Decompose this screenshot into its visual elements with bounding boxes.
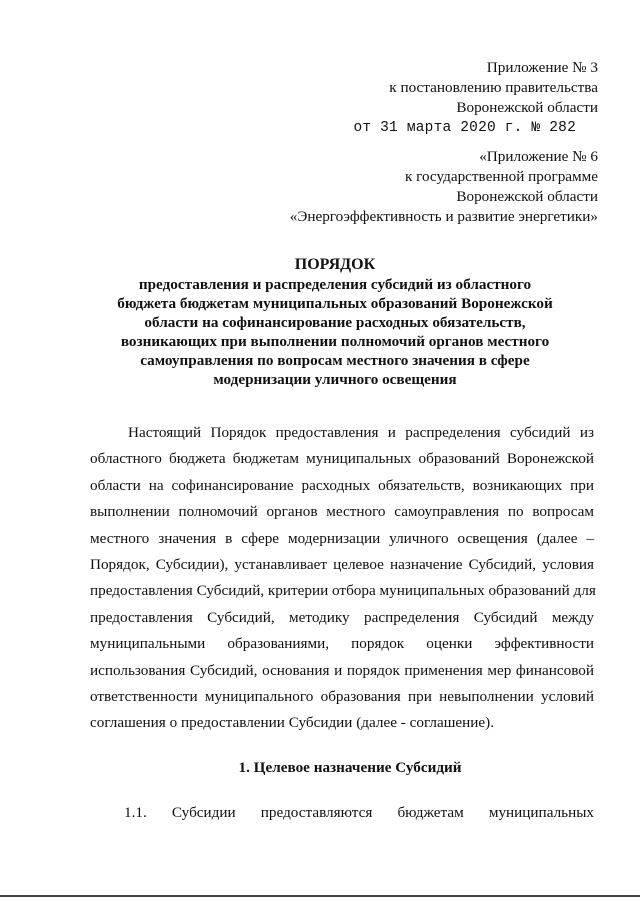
appendix-3-reference: к постановлению правительства — [389, 79, 598, 96]
paragraph-line: соглашения о предоставлении Субсидии (далее - соглашение). — [90, 714, 495, 732]
section-1-heading: 1. Целевое назначение Субсидий — [238, 759, 462, 776]
item-1-1: 1.1. Субсидии предоставляются бюджетам муниципальных — [124, 804, 594, 821]
paragraph-line: предоставления Субсидий, критерии отбора муниципальных образований для — [90, 582, 596, 600]
title-line: самоуправления по вопросам местного значения в сфере — [140, 352, 530, 369]
paragraph-line: использования Субсидий, основания и порядок применения мер финансовой — [90, 661, 594, 679]
paragraph-line: выполнении полномочий органов местного самоуправления по вопросам — [90, 503, 594, 521]
paragraph-line: областного бюджета бюджетам муниципальных образований Воронежской — [90, 450, 594, 468]
appendix-6-header — [290, 147, 598, 227]
page-bottom-edge — [0, 895, 640, 897]
appendix-3-number: Приложение № 3 — [486, 59, 598, 76]
paragraph-line: предоставления Субсидий, методику распределения Субсидий между — [90, 608, 594, 626]
paragraph-line: местного значения в сфере модернизации уличного освещения (далее – — [90, 529, 594, 547]
paragraph-line: Настоящий Порядок предоставления и распределения субсидий из — [128, 424, 594, 441]
title-line: предоставления и распределения субсидий из областного — [138, 276, 532, 293]
appendix-6-program-name: «Энергоэффективность и развитие энергетики» — [289, 208, 598, 225]
intro-paragraph — [90, 420, 594, 737]
title-line: бюджета бюджетам муниципальных образований Воронежской — [117, 295, 553, 312]
title-line: возникающих при выполнении полномочий органов местного — [120, 333, 550, 350]
appendix-6-region: Воронежской области — [456, 188, 598, 205]
paragraph-line: области на софинансирование расходных обязательств, возникающих при — [90, 476, 594, 494]
paragraph-line: Порядок, Субсидии), устанавливает целевое назначение Субсидий, условия — [90, 555, 594, 573]
title-line: модернизации уличного освещения — [213, 371, 457, 388]
document-title — [95, 255, 575, 389]
appendix-6-reference: к государственной программе — [404, 168, 598, 185]
appendix-3-region: Воронежской области — [456, 99, 598, 116]
title-heading: ПОРЯДОК — [294, 256, 376, 273]
appendix-3-header — [353, 58, 598, 138]
appendix-6-number: «Приложение № 6 — [479, 148, 598, 165]
appendix-3-date-number: от 31 марта 2020 г. № 282 — [353, 120, 576, 136]
paragraph-line: ответственности муниципального образования при невыполнении условий — [90, 687, 594, 705]
title-line: области на софинансирование расходных обязательств, — [144, 314, 526, 331]
paragraph-line: муниципальными образованиями, порядок оценки эффективности — [90, 635, 594, 653]
